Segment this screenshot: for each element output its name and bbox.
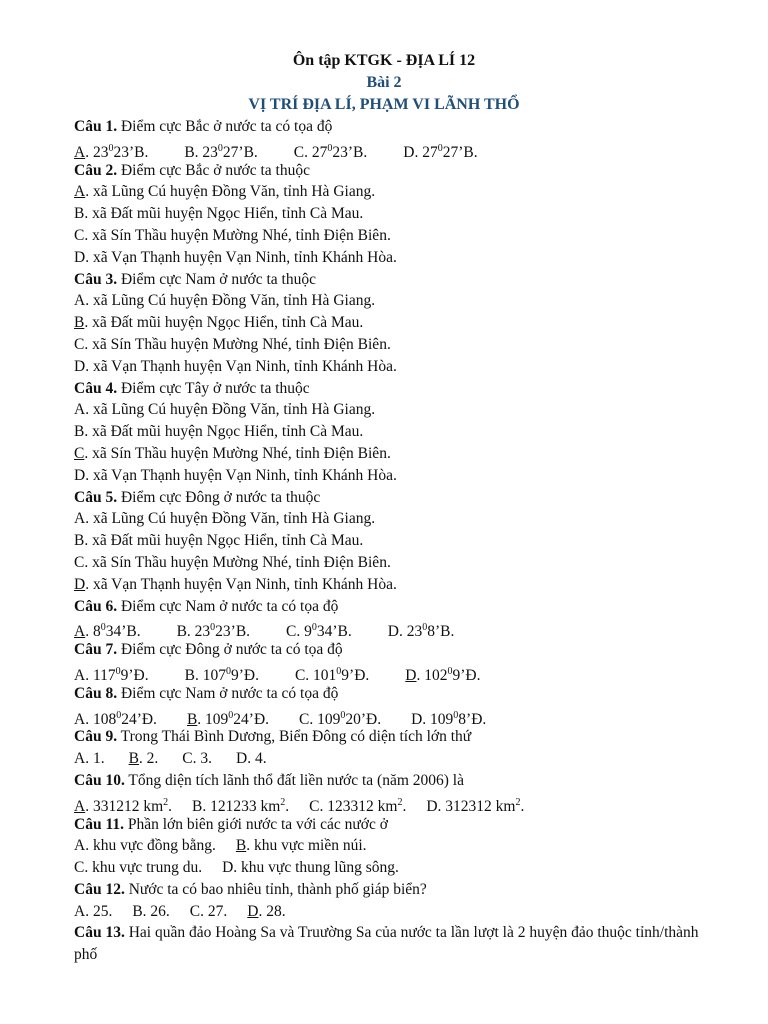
option-text: . xã Đất mũi huyện Ngọc Hiển, tỉnh Cà Mau.: [84, 205, 364, 223]
question-number: Câu 3.: [74, 270, 118, 288]
option-text: . xã Lũng Cú huyện Đồng Văn, tỉnh Hà Giang.: [85, 401, 376, 419]
option-letter: A: [74, 292, 86, 310]
question-text: Điểm cực Tây ở nước ta thuộc: [117, 379, 310, 397]
option-letter: D: [74, 357, 86, 375]
answer-option[interactable]: [247, 901, 285, 923]
option-text: . 3.: [192, 750, 213, 768]
answer-option[interactable]: [236, 748, 267, 770]
option-text: . khu vực miền núi.: [246, 837, 367, 855]
answer-option[interactable]: [74, 857, 202, 879]
answer-option[interactable]: [74, 443, 391, 465]
option-letter: C: [74, 444, 85, 462]
option-text: . $108^024’Đ$.: [85, 709, 157, 728]
question-stem: [74, 726, 714, 748]
option-letter: B: [192, 797, 203, 815]
answer-option[interactable]: [222, 857, 399, 879]
question-number: Câu 7.: [74, 641, 118, 659]
option-text: . 121233 $km^2$.: [202, 796, 290, 815]
option-letter: A: [74, 143, 86, 161]
option-letter: D: [74, 248, 86, 266]
option-letter: C: [74, 859, 85, 877]
question-number: Câu 11.: [74, 815, 124, 833]
option-letter: B: [184, 667, 195, 685]
question-stem: [74, 116, 714, 138]
answer-option[interactable]: [74, 290, 375, 312]
question-number: Câu 8.: [74, 684, 118, 702]
option-letter: B: [132, 902, 143, 920]
option-letter: C: [182, 750, 193, 768]
option-text: . 26.: [142, 902, 170, 920]
options-row: [74, 465, 714, 487]
options-row: [74, 617, 714, 639]
options-row: [74, 661, 714, 683]
option-letter: D: [403, 143, 415, 161]
option-text: . $107^09’Đ$.: [194, 665, 259, 685]
answer-option[interactable]: [190, 901, 227, 923]
answer-option[interactable]: [74, 508, 375, 530]
option-text: . khu vực đồng bằng.: [85, 837, 216, 855]
option-letter: C: [74, 226, 85, 244]
question-number: Câu 2.: [74, 161, 118, 179]
answer-option[interactable]: [129, 748, 159, 770]
option-text: . 2.: [138, 750, 159, 768]
question-stem: [74, 683, 714, 705]
option-text: . $117^09’Đ$.: [85, 665, 149, 685]
option-text: . xã Đất mũi huyện Ngọc Hiển, tỉnh Cà Mau.: [84, 532, 364, 550]
answer-option[interactable]: [74, 181, 375, 203]
lesson-number: Bài 2: [366, 74, 402, 91]
option-text: . 123312 $km^2$.: [319, 796, 407, 815]
question-number: Câu 12.: [74, 880, 125, 898]
answer-option[interactable]: [403, 138, 477, 164]
option-text: . khu vực thung lũng sông.: [233, 859, 399, 877]
answer-option[interactable]: [74, 247, 397, 269]
option-text: . xã Vạn Thạnh huyện Vạn Ninh, tỉnh Khánh Hòa.: [85, 575, 397, 593]
option-letter: B: [74, 532, 85, 550]
option-text: . 25.: [85, 902, 113, 920]
question-stem: [74, 770, 714, 792]
answer-option[interactable]: [74, 835, 216, 857]
question-number: Câu 5.: [74, 488, 118, 506]
option-text: . xã Đất mũi huyện Ngọc Hiển, tỉnh Cà Mau.: [84, 314, 364, 332]
option-letter: B: [74, 314, 85, 332]
option-text: . $8^034’B$.: [85, 622, 141, 641]
option-text: . $23^023’B$.: [85, 142, 149, 161]
option-letter: A: [74, 837, 86, 855]
options-row: [74, 399, 714, 421]
option-letter: A: [74, 623, 86, 641]
option-text: . $101^09’Đ$.: [305, 665, 370, 685]
question-number: Câu 9.: [74, 728, 118, 746]
question-text: Điểm cực Nam ở nước ta có tọa độ: [117, 684, 339, 702]
question-text: Điểm cực Nam ở nước ta thuộc: [117, 270, 316, 288]
option-text: . xã Đất mũi huyện Ngọc Hiển, tỉnh Cà Mau.: [84, 423, 364, 441]
options-row: [74, 835, 714, 857]
question-number: Câu 10.: [74, 771, 125, 789]
option-letter: A: [74, 797, 86, 815]
answer-option[interactable]: [132, 901, 169, 923]
option-text: . $9^034’B$.: [296, 622, 352, 641]
option-letter: D: [74, 575, 86, 593]
options-row: [74, 356, 714, 378]
option-letter: D: [387, 623, 399, 641]
option-letter: D: [411, 710, 423, 728]
option-text: . $102^09’Đ$.: [416, 665, 481, 685]
options-row: [74, 421, 714, 443]
options-row: [74, 334, 714, 356]
option-letter: C: [299, 710, 310, 728]
question-text: Điểm cực Nam ở nước ta có tọa độ: [117, 597, 339, 615]
option-letter: A: [74, 710, 86, 728]
option-text: . $23^027’B$.: [194, 142, 258, 161]
option-letter: B: [128, 750, 139, 768]
option-text: . xã Vạn Thạnh huyện Vạn Ninh, tỉnh Khánh Hòa.: [85, 466, 397, 484]
answer-option[interactable]: [426, 792, 524, 818]
answer-option[interactable]: [405, 661, 480, 687]
option-letter: A: [74, 667, 86, 685]
options-row: [74, 203, 714, 225]
answer-option[interactable]: [74, 574, 397, 596]
options-row: [74, 181, 714, 203]
question-text: Trong Thái Bình Dương, Biển Đông có diện tích lớn thứ: [117, 728, 472, 746]
option-text: . xã Sín Thầu huyện Mường Nhé, tỉnh Điện Biên.: [84, 226, 391, 244]
options-row: [74, 290, 714, 312]
option-text: . xã Lũng Cú huyện Đồng Văn, tỉnh Hà Giang.: [85, 183, 376, 201]
option-letter: D: [222, 859, 234, 877]
option-letter: B: [176, 623, 187, 641]
answer-option[interactable]: [74, 530, 363, 552]
question-stem: [74, 879, 714, 901]
option-letter: A: [74, 510, 86, 528]
option-letter: A: [74, 902, 86, 920]
options-row: [74, 225, 714, 247]
answer-option[interactable]: [74, 901, 112, 923]
option-letter: D: [74, 466, 86, 484]
options-row: [74, 530, 714, 552]
option-letter: B: [186, 710, 198, 728]
question-text: Nước ta có bao nhiêu tỉnh, thành phố giáp biển?: [124, 880, 427, 898]
option-letter: C: [74, 553, 85, 571]
answer-option[interactable]: [74, 312, 363, 334]
option-letter: D: [426, 797, 438, 815]
question-stem: [74, 487, 714, 509]
question-stem: [74, 160, 714, 182]
question-stem: [74, 269, 714, 291]
answer-option[interactable]: [74, 399, 375, 421]
option-text: . xã Lũng Cú huyện Đồng Văn, tỉnh Hà Giang.: [85, 510, 376, 528]
question-text: Điểm cực Bắc ở nước ta thuộc: [117, 161, 310, 179]
options-row: [74, 247, 714, 269]
option-text: . $109^024’Đ$.: [197, 709, 270, 728]
question-number: Câu 1.: [74, 118, 118, 135]
option-text: . $27^027’B$.: [414, 142, 478, 161]
answer-option[interactable]: [74, 356, 397, 378]
answer-option[interactable]: [74, 552, 391, 574]
option-letter: C: [286, 623, 297, 641]
option-letter: D: [236, 750, 248, 768]
option-letter: C: [294, 667, 306, 685]
answer-option[interactable]: [74, 748, 105, 770]
options-row: [74, 574, 714, 596]
answer-option[interactable]: [74, 465, 397, 487]
option-letter: A: [74, 401, 86, 419]
option-letter: A: [74, 183, 86, 201]
question-text: Điểm cực Đông ở nước ta có tọa độ: [117, 641, 343, 659]
options-row: [74, 705, 714, 727]
options-row: [74, 443, 714, 465]
question-stem: [74, 378, 714, 400]
options-row: [74, 748, 714, 770]
document-title: Ôn tập KTGK - ĐỊA LÍ 12: [292, 52, 476, 69]
answer-option[interactable]: [74, 334, 391, 356]
question-text: Điểm cực Bắc ở nước ta có tọa độ: [117, 118, 333, 135]
options-row: [74, 792, 714, 814]
option-text: . 1.: [85, 750, 105, 768]
option-text: . 331212 $km^2$.: [85, 796, 173, 815]
options-row: [74, 138, 714, 160]
question-stem: [74, 922, 714, 966]
question-stem: [74, 596, 714, 618]
option-text: . xã Sín Thầu huyện Mường Nhé, tỉnh Điện Biên.: [84, 553, 391, 571]
option-letter: B: [184, 143, 195, 161]
question-text: Tổng diện tích lãnh thổ đất liền nước ta (năm 2006) là: [124, 771, 464, 789]
option-text: . xã Sín Thầu huyện Mường Nhé, tỉnh Điện Biên.: [84, 444, 391, 462]
option-letter: A: [74, 750, 86, 768]
option-text: . $109^020’Đ$.: [309, 709, 382, 728]
options-row: [74, 552, 714, 574]
option-text: . 312312 $km^2$.: [437, 796, 525, 815]
option-text: . xã Vạn Thạnh huyện Vạn Ninh, tỉnh Khánh Hòa.: [85, 248, 397, 266]
answer-option[interactable]: [388, 617, 455, 643]
option-text: . $23^08’B$.: [398, 622, 455, 641]
answer-option[interactable]: [74, 421, 363, 443]
answer-option[interactable]: [236, 835, 367, 857]
option-letter: B: [74, 205, 85, 223]
lesson-title: VỊ TRÍ ĐỊA LÍ, PHẠM VI LÃNH THỔ: [248, 96, 520, 113]
option-letter: C: [74, 335, 85, 353]
question-text: Hai quần đảo Hoàng Sa và Truường Sa của nước ta lần lượt là 2 huyện đảo thuộc tỉnh/thành phố: [74, 924, 699, 964]
option-letter: D: [405, 667, 417, 685]
options-row: [74, 508, 714, 530]
option-text: . $109^08’Đ$.: [422, 709, 487, 728]
option-text: . xã Lũng Cú huyện Đồng Văn, tỉnh Hà Giang.: [85, 292, 376, 310]
option-text: . $27^023’B$.: [304, 142, 368, 161]
answer-option[interactable]: [74, 225, 391, 247]
options-row: [74, 857, 714, 879]
options-row: [74, 312, 714, 334]
option-text: . xã Vạn Thạnh huyện Vạn Ninh, tỉnh Khánh Hòa.: [85, 357, 397, 375]
options-row: [74, 901, 714, 923]
option-text: . 27.: [200, 902, 228, 920]
question-text: Phần lớn biên giới nước ta với các nước ở: [123, 815, 388, 833]
question-text: Điểm cực Đông ở nước ta thuộc: [117, 488, 321, 506]
option-letter: B: [74, 423, 85, 441]
option-letter: C: [189, 902, 201, 920]
option-letter: C: [293, 143, 305, 161]
question-list: [74, 116, 714, 966]
option-text: . $23^023’B$.: [186, 622, 251, 641]
answer-option[interactable]: [74, 203, 363, 225]
option-text: . xã Sín Thầu huyện Mường Nhé, tỉnh Điện Biên.: [84, 335, 391, 353]
answer-option[interactable]: [182, 748, 212, 770]
option-letter: C: [309, 797, 320, 815]
question-number: Câu 13.: [74, 924, 125, 942]
option-text: . 4.: [247, 750, 267, 768]
question-number: Câu 4.: [74, 379, 118, 397]
option-text: . khu vực trung du.: [84, 859, 203, 877]
option-letter: D: [247, 902, 259, 920]
question-number: Câu 6.: [74, 597, 118, 615]
option-text: . 28.: [258, 902, 286, 920]
option-letter: B: [235, 837, 247, 855]
